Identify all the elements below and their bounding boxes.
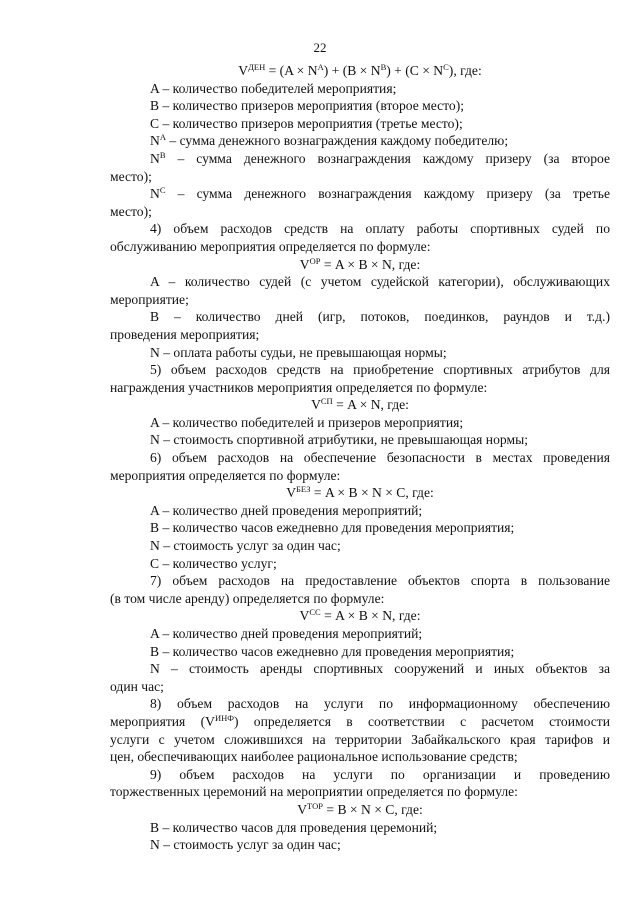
superscript: B bbox=[159, 149, 166, 160]
text-segment: награждения участников мероприятия определяется по формуле: bbox=[110, 379, 488, 395]
text-segment: место); bbox=[110, 168, 152, 184]
text-segment: A – количество дней проведения мероприятий; bbox=[150, 502, 423, 518]
text-segment: = B × N × C, где: bbox=[323, 801, 423, 817]
text-line bbox=[110, 273, 610, 291]
text-segment: ) + (C × N bbox=[386, 63, 444, 78]
text-segment: N – стоимость аренды спортивных сооружений и иных объектов за bbox=[150, 661, 610, 677]
text-segment: мероприятия (V bbox=[110, 713, 215, 729]
superscript: СС bbox=[309, 607, 321, 618]
text-segment: услуги с учетом сложившихся на территории Забайкальского края тарифов и bbox=[110, 731, 610, 747]
text-line bbox=[110, 625, 610, 643]
text-line bbox=[110, 291, 610, 309]
text-segment: A – количество дней проведения мероприятий; bbox=[150, 626, 423, 641]
text-segment: 4) объем расходов средств на оплату работы спортивных судей по bbox=[150, 221, 610, 237]
text-segment: ) + (B × N bbox=[323, 63, 381, 78]
text-line bbox=[110, 379, 610, 397]
superscript: A bbox=[317, 62, 324, 72]
text-segment: C – количество призеров мероприятия (третье место); bbox=[150, 115, 463, 131]
text-line bbox=[110, 766, 610, 784]
text-line bbox=[110, 431, 610, 449]
text-segment: = A × B × N, где: bbox=[320, 256, 421, 272]
text-segment: (в том числе аренду) определяется по формуле: bbox=[110, 590, 385, 606]
text-line bbox=[110, 414, 610, 432]
superscript: C bbox=[443, 62, 449, 72]
text-line bbox=[110, 132, 610, 150]
text-line bbox=[110, 502, 610, 520]
text-line bbox=[110, 713, 610, 731]
text-line bbox=[110, 678, 610, 696]
superscript: C bbox=[159, 185, 166, 196]
text-segment: = A × N, где: bbox=[332, 397, 409, 413]
text-segment: V bbox=[299, 608, 310, 624]
text-segment: ) определяется в соответствии с расчетом стоимости bbox=[233, 713, 610, 729]
text-segment: 5) объем расходов средств на приобретение спортивных атрибутов для bbox=[150, 362, 610, 378]
text-line bbox=[110, 643, 610, 661]
text-segment: A – количество судей (с учетом судейской категории), обслуживающих bbox=[150, 274, 610, 290]
text-segment: место); bbox=[110, 203, 152, 219]
superscript: ДЕН bbox=[248, 62, 266, 72]
text-segment: N – стоимость спортивной атрибутики, не превышающая нормы; bbox=[150, 432, 528, 448]
superscript: ОР bbox=[309, 255, 321, 266]
superscript: БЕЗ bbox=[296, 484, 311, 495]
text-line bbox=[110, 590, 610, 608]
text-segment: проведения мероприятия; bbox=[110, 326, 260, 342]
formula-line bbox=[110, 396, 610, 414]
text-segment: V bbox=[286, 485, 297, 501]
text-segment: N – оплата работы судьи, не превышающая нормы; bbox=[150, 344, 447, 360]
text-line bbox=[110, 185, 610, 203]
text-line bbox=[110, 449, 610, 467]
text-segment: 8) объем расходов на услуги по информационному обеспечению bbox=[150, 696, 610, 712]
text-segment: A – количество победителей и призеров мероприятия; bbox=[150, 414, 464, 430]
text-segment: N bbox=[150, 186, 160, 202]
superscript: B bbox=[380, 62, 387, 72]
formula-line bbox=[110, 607, 610, 625]
text-segment: C – количество услуг; bbox=[150, 555, 277, 571]
text-segment: обслуживанию мероприятия определяется по формуле: bbox=[110, 238, 431, 254]
text-line bbox=[110, 220, 610, 238]
text-line bbox=[110, 555, 610, 573]
text-segment: 6) объем расходов на обеспечение безопасности в местах проведения bbox=[150, 450, 610, 466]
text-segment: 7) объем расходов на предоставление объектов спорта в пользование bbox=[150, 573, 610, 589]
text-segment: N – стоимость услуг за один час; bbox=[150, 837, 341, 853]
formula-line bbox=[110, 484, 610, 502]
text-line bbox=[110, 203, 610, 221]
text-segment: – сумма денежного вознаграждения каждому призеру (за второе bbox=[165, 150, 610, 166]
text-line bbox=[110, 308, 610, 326]
text-line bbox=[110, 819, 610, 837]
text-line bbox=[110, 467, 610, 485]
text-line bbox=[110, 836, 610, 854]
text-line bbox=[110, 731, 610, 749]
text-segment: B – количество часов ежедневно для проведения мероприятия; bbox=[150, 520, 515, 536]
text-segment: N bbox=[150, 150, 160, 166]
formula-line bbox=[110, 62, 610, 80]
text-segment: B – количество дней (игр, потоков, поединков, раундов и т.д.) bbox=[150, 309, 610, 325]
text-segment: торжественных церемоний на мероприятии определяется по формуле: bbox=[110, 784, 518, 800]
text-segment: B – количество призеров мероприятия (второе место); bbox=[150, 98, 465, 114]
text-segment: 9) объем расходов на услуги по организации и проведению bbox=[150, 766, 610, 782]
text-line bbox=[110, 80, 610, 98]
text-segment: мероприятие; bbox=[110, 291, 189, 307]
text-segment: = A × B × N, где: bbox=[320, 608, 421, 624]
text-segment: – сумма денежного вознаграждения каждому победителю; bbox=[165, 133, 509, 149]
text-segment: цен, обеспечивающих наиболее рациональное использование средств; bbox=[110, 749, 518, 765]
text-segment: V bbox=[311, 397, 321, 413]
page-number: 22 bbox=[313, 40, 327, 55]
text-line bbox=[110, 783, 610, 801]
text-line bbox=[110, 572, 610, 590]
text-line bbox=[110, 519, 610, 537]
text-segment: мероприятия определяется по формуле: bbox=[110, 467, 341, 483]
superscript: ИНФ bbox=[214, 712, 234, 723]
text-line bbox=[110, 238, 610, 256]
text-line bbox=[110, 537, 610, 555]
text-line bbox=[110, 150, 610, 168]
superscript: СП bbox=[320, 396, 333, 407]
text-segment: = (A × N bbox=[265, 63, 318, 78]
text-line bbox=[110, 115, 610, 133]
formula-line bbox=[110, 256, 610, 274]
text-segment: N bbox=[150, 133, 160, 149]
text-segment: B – количество часов для проведения церемоний; bbox=[150, 819, 438, 835]
text-segment: V bbox=[297, 801, 308, 817]
text-segment: V bbox=[238, 63, 249, 78]
text-line bbox=[110, 326, 610, 344]
text-line bbox=[110, 168, 610, 186]
text-segment: – сумма денежного вознаграждения каждому призеру (за третье bbox=[165, 186, 610, 202]
text-segment: ), где: bbox=[448, 63, 482, 78]
text-segment: = A × B × N × C, где: bbox=[310, 485, 434, 501]
text-line bbox=[110, 660, 610, 678]
text-line bbox=[110, 97, 610, 115]
text-segment: V bbox=[299, 256, 310, 272]
formula-line bbox=[110, 801, 610, 819]
text-segment: N – стоимость услуг за один час; bbox=[150, 538, 341, 554]
text-segment: B – количество часов ежедневно для проведения мероприятия; bbox=[150, 643, 515, 659]
superscript: ТОР bbox=[307, 800, 323, 811]
text-line bbox=[110, 695, 610, 713]
text-line bbox=[110, 344, 610, 362]
document-body bbox=[110, 62, 610, 854]
text-segment: A – количество победителей мероприятия; bbox=[150, 80, 397, 96]
text-line bbox=[110, 748, 610, 766]
superscript: A bbox=[159, 132, 166, 143]
text-line bbox=[110, 361, 610, 379]
text-segment: один час; bbox=[110, 678, 164, 694]
